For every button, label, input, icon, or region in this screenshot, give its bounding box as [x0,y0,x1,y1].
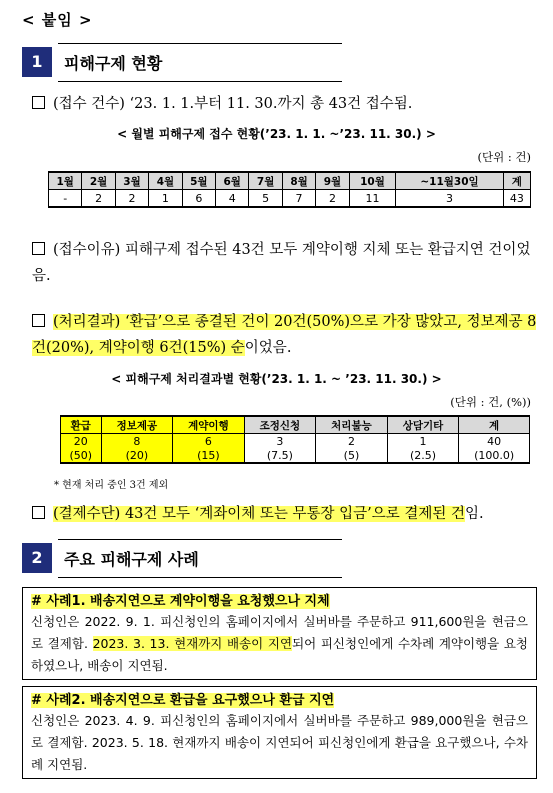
table-cell: (7.5) [244,448,316,463]
table-cell: 3 [396,190,503,208]
section2-header [22,543,342,573]
case1-title [23,588,536,611]
table-cell: - [49,190,82,208]
table-header-cell: 상담기타 [387,416,459,434]
paragraph-text: 임. [465,506,484,522]
checkbox-icon [32,506,45,519]
table-header-cell: 5월 [182,172,215,190]
table-cell: (100.0) [459,448,530,463]
table-cell: 20 [61,434,102,449]
section1-title: 피해구제 현황 [64,54,163,73]
table-header-cell: 계 [503,172,530,190]
table-cell: 7 [282,190,315,208]
table-cell: 1 [387,434,459,449]
table-cell: 43 [503,190,530,208]
checkbox-icon [32,242,45,255]
table-cell: 1 [149,190,182,208]
table-cell: 4 [216,190,249,208]
table-header-cell: 3월 [115,172,148,190]
table-header-cell: 10월 [349,172,396,190]
table-cell: (50) [61,448,102,463]
table-cell: 8 [101,434,173,449]
table-header-cell: 4월 [149,172,182,190]
case1-box [22,587,537,680]
divider [58,577,342,578]
table2-caption: < 피해구제 처리결과별 현황(’23. 1. 1. ~ ’23. 11. 30.) > [111,372,442,386]
monthly-receipt-table [48,171,531,208]
table2-unit: (단위 : 건, (%)) [450,395,531,409]
footnote: * 현재 처리 중인 3건 제외 [54,480,169,491]
paragraph-text: 이었음. [244,340,292,356]
checkbox-icon [32,96,45,109]
highlighted-text: (처리결과) ‘환급’으로 종결된 건이 20건(50%)으로 가장 많았고, 정보제공 8건(20%), 계약이행 6건(15%) 순 [32,314,537,356]
divider [58,81,342,82]
table-header-cell: 8월 [282,172,315,190]
table-cell: 6 [173,434,245,449]
case1-title-text: # 사례1. 배송지연으로 계약이행을 요청했으나 지체 [31,594,330,609]
table-cell: (20) [101,448,173,463]
case2-box [22,686,537,779]
section1-header [22,47,342,77]
section2-title: 주요 피해구제 사례 [64,550,199,569]
table-header-cell: 정보제공 [101,416,173,434]
table-cell: 40 [459,434,530,449]
table-cell: (2.5) [387,448,459,463]
table-cell: 3 [244,434,316,449]
case2-body: 신청인은 2023. 4. 9. 피신청인의 홈페이지에서 실버바를 주문하고 989,000원을 현금으로 결제함. 2023. 5. 18. 현재까지 배송이 지연되어 피신청인에게 환급을 요구했으나, 수차례 지연됨. [31,713,528,772]
table-header-cell: 조정신청 [244,416,316,434]
table-header-cell: 계 [459,416,530,434]
result-table [60,415,530,464]
table-cell: (5) [316,448,388,463]
table-cell: 2 [316,190,349,208]
case1-highlight: 2023. 3. 13. 현재까지 배송이 지연 [92,636,293,651]
paragraph-payment [32,501,542,527]
table-header-cell: 9월 [316,172,349,190]
paragraph-result [32,309,542,361]
paragraph-receipt-reason [32,237,542,289]
table1-unit: (단위 : 건) [477,150,531,164]
divider [58,539,342,540]
divider [58,43,342,44]
table1-caption: < 월별 피해구제 접수 현황(’23. 1. 1. ~’23. 11. 30.) > [117,127,436,141]
page-title: < 붙임 > [22,11,93,29]
case1-body [23,611,536,679]
table-header-cell: 환급 [61,416,102,434]
section2-number: 2 [22,543,52,573]
table-cell: 6 [182,190,215,208]
case1-text-a: 신청인은 2022. 9. 1. 피신청인의 홈페이지에서 실버바를 주문하고 911,600원을 현금으로 결제함. [31,614,528,651]
paragraph-receipt-count [32,91,542,117]
table-cell: 2 [82,190,115,208]
table-header-cell: 2월 [82,172,115,190]
table-header-cell: 7월 [249,172,282,190]
section1-number: 1 [22,47,52,77]
table-cell: 5 [249,190,282,208]
table-header-cell: 계약이행 [173,416,245,434]
table-header-cell: 처리불능 [316,416,388,434]
table-header-cell: 1월 [49,172,82,190]
case2-title-text: # 사례2. 배송지연으로 환급을 요구했으나 환급 지연 [31,693,335,708]
table-cell: 2 [115,190,148,208]
checkbox-icon [32,314,45,327]
table-header-cell: 6월 [216,172,249,190]
table-cell: (15) [173,448,245,463]
case2-title [23,687,536,710]
table-header-cell: ~11월30일 [396,172,503,190]
table-cell: 11 [349,190,396,208]
case1-text-b: 되어 피신청인에게 수차례 계약이행을 요청하였으나, 배송이 지연됨. [31,636,528,673]
paragraph-text: (접수이유) 피해구제 접수된 43건 모두 계약이행 지체 또는 환급지연 건이었음. [32,242,531,284]
table-cell: 2 [316,434,388,449]
highlighted-text: (결제수단) 43건 모두 ‘계좌이체 또는 무통장 입금’으로 결제된 건 [53,506,466,522]
paragraph-text: (접수 건수) ‘23. 1. 1.부터 11. 30.까지 총 43건 접수됨. [53,96,413,112]
